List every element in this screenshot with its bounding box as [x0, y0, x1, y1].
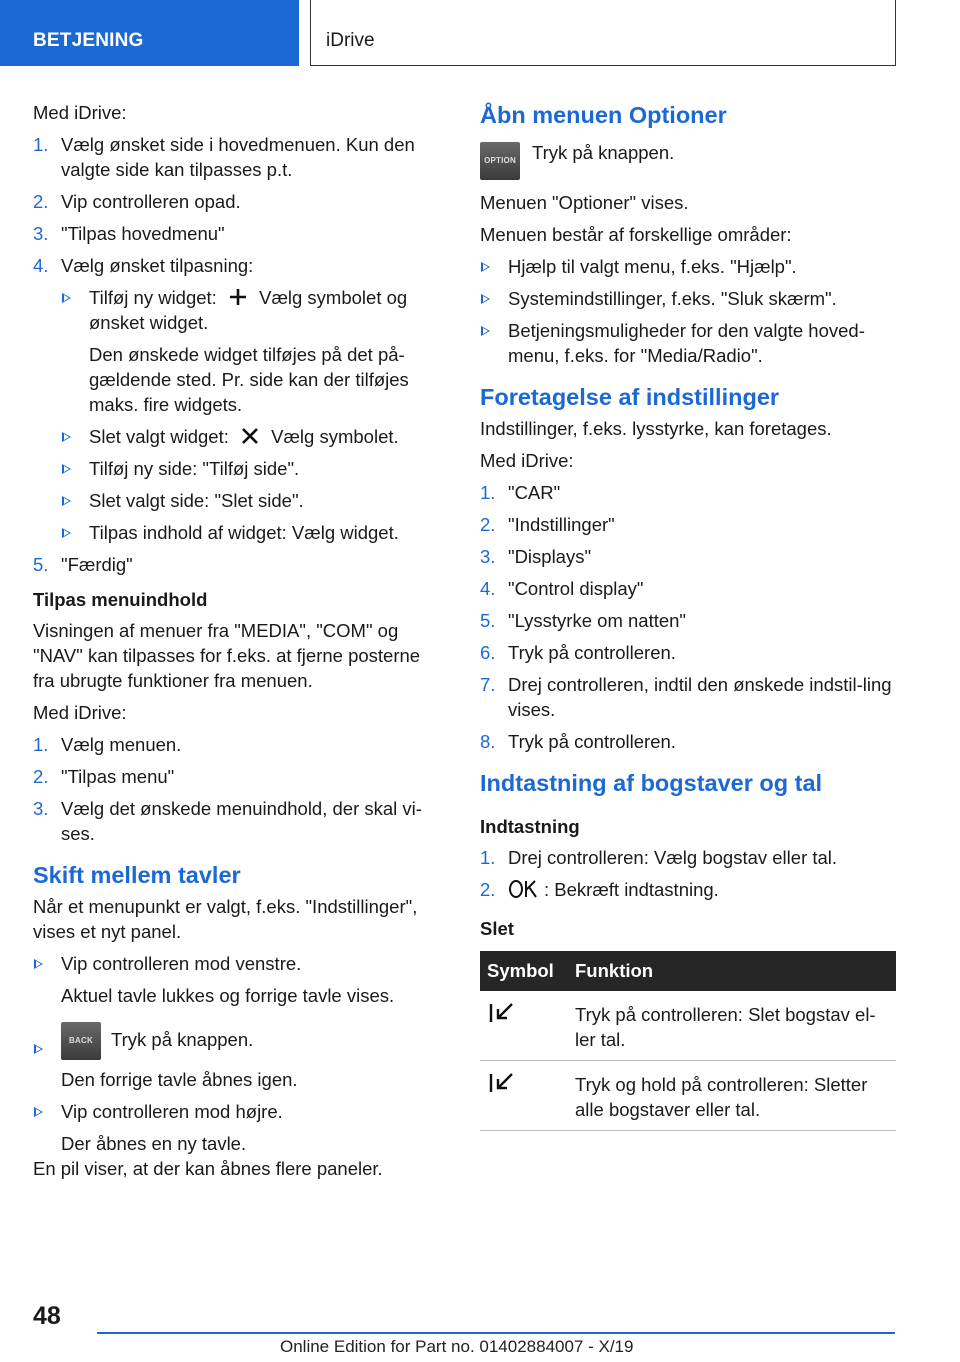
steps-list	[33, 132, 438, 577]
list-item: 8. Tryk på controlleren.	[480, 731, 676, 752]
right-column	[480, 100, 900, 1131]
list-item: 1. "CAR"	[480, 482, 561, 503]
list-item: 2. "Tilpas menu"	[33, 766, 175, 787]
bullet-list	[480, 254, 900, 368]
list-item: 5. "Lysstyrke om natten"	[480, 610, 686, 631]
chapter-title: iDrive	[310, 0, 896, 66]
section-heading: Indtastning af bogstaver og tal	[480, 770, 823, 796]
list-item: 2. "Indstillinger"	[480, 514, 615, 535]
list-item: 2. Vip controlleren opad.	[33, 191, 241, 212]
list-item: Slet valgt side: "Slet side".	[61, 488, 438, 513]
list-item: Tilføj ny side: "Tilføj side".	[61, 456, 438, 481]
list-item: Slet valgt widget: Vælg symbolet.	[61, 424, 438, 449]
left-column	[33, 100, 438, 1188]
sub-heading: Tilpas menuindhold	[33, 589, 208, 610]
list-item: 4. Vælg ønsket tilpasning: Tilføj ny widget: Vælg symbolet og ønsket widget. Den ønskede widget tilføjes på det på-gældende sted. Pr. side kan der tilføjes maks. fire widgets. Slet valgt widget: Vælg symbolet. Tilføj ny side: "Tilføj side". Slet valgt side: "Slet side". Tilpas indhold af widget: Vælg widget.	[33, 253, 438, 545]
list-item: 5. "Færdig"	[33, 554, 133, 575]
list-item: 1. Vælg menuen.	[33, 734, 182, 755]
paragraph: Indstillinger, f.eks. lysstyrke, kan foretages.	[480, 418, 832, 439]
symbol-table	[480, 951, 896, 1131]
table-cell: Tryk og hold på controlleren: Sletter alle bogstaver eller tal.	[568, 1061, 896, 1131]
steps-list	[33, 732, 438, 846]
steps-list	[480, 480, 900, 754]
list-item: 3. "Displays"	[480, 546, 592, 567]
footer-divider	[97, 1332, 895, 1334]
list-item: Vip controlleren mod højre. Der åbnes en ny tavle.	[33, 1099, 438, 1156]
ok-icon	[508, 879, 540, 899]
intro-text: Med iDrive:	[33, 702, 127, 723]
intro-text: Med iDrive:	[33, 102, 127, 123]
paragraph: Med iDrive:	[480, 450, 574, 471]
list-item: 3. "Tilpas hovedmenu"	[33, 223, 225, 244]
steps-list	[480, 845, 900, 902]
list-item: Tilføj ny widget: Vælg symbolet og ønsket widget. Den ønskede widget tilføjes på det på-gældende sted. Pr. side kan der tilføjes maks. fire widgets.	[61, 285, 438, 417]
delete-char-icon	[488, 1002, 516, 1024]
paragraph: En pil viser, at der kan åbnes flere paneler.	[33, 1158, 383, 1179]
section-tab: BETJENING	[0, 0, 299, 66]
sub-heading: Slet	[480, 918, 514, 939]
list-item: 3. Vælg det ønskede menuindhold, der skal vi-ses.	[33, 798, 422, 844]
list-item: 1. Vælg ønsket side i hovedmenuen. Kun den valgte side kan tilpasses p.t.	[33, 134, 415, 180]
list-item: Systemindstillinger, f.eks. "Sluk skærm".	[480, 286, 900, 311]
sub-heading: Indtastning	[480, 816, 580, 837]
footer-edition: Online Edition for Part no. 01402884007 - X/19	[280, 1337, 634, 1356]
plus-icon	[228, 287, 248, 307]
option-button-image: OPTION	[480, 142, 520, 180]
paragraph: Menuen består af forskellige områder:	[480, 224, 792, 245]
list-item: 4. "Control display"	[480, 578, 644, 599]
section-heading: Skift mellem tavler	[33, 862, 241, 888]
list-item: 1. Drej controlleren: Vælg bogstav eller tal.	[480, 847, 838, 868]
list-item: 6. Tryk på controlleren.	[480, 642, 676, 663]
bullet-list	[33, 951, 438, 1156]
list-item: 2. : Bekræft indtastning.	[480, 879, 719, 900]
table-row	[480, 1061, 896, 1131]
paragraph: Menuen "Optioner" vises.	[480, 192, 689, 213]
list-item: 7. Drej controlleren, indtil den ønskede indstil-ling vises.	[480, 674, 892, 720]
section-heading: Foretagelse af indstillinger	[480, 384, 780, 410]
table-header: Funktion	[568, 951, 896, 991]
paragraph: Tryk på knappen.	[532, 142, 675, 163]
list-item: Betjeningsmuligheder for den valgte hoved-menu, f.eks. for "Media/Radio".	[480, 318, 900, 368]
table-row	[480, 991, 896, 1061]
delete-char-icon	[488, 1072, 516, 1094]
back-button-image: BACK	[61, 1022, 101, 1060]
section-heading: Åbn menuen Optioner	[480, 102, 727, 128]
list-item: BACK Tryk på knappen. Den forrige tavle åbnes igen.	[33, 1022, 438, 1092]
paragraph: Når et menupunkt er valgt, f.eks. "Indstillinger", vises et nyt panel.	[33, 896, 418, 942]
list-item: Hjælp til valgt menu, f.eks. "Hjælp".	[480, 254, 900, 279]
paragraph: Visningen af menuer fra "MEDIA", "COM" og "NAV" kan tilpasses for f.eks. at fjerne posterne fra ubrugte funktioner fra menuen.	[33, 620, 421, 691]
list-item: Vip controlleren mod venstre. Aktuel tavle lukkes og forrige tavle vises.	[33, 951, 438, 1008]
list-item: Tilpas indhold af widget: Vælg widget.	[61, 520, 438, 545]
page-number: 48	[33, 1302, 61, 1330]
table-header: Symbol	[480, 951, 568, 991]
close-icon	[240, 426, 260, 446]
table-cell: Tryk på controlleren: Slet bogstav el-ler tal.	[568, 991, 896, 1061]
sub-bullet-list	[61, 285, 438, 545]
